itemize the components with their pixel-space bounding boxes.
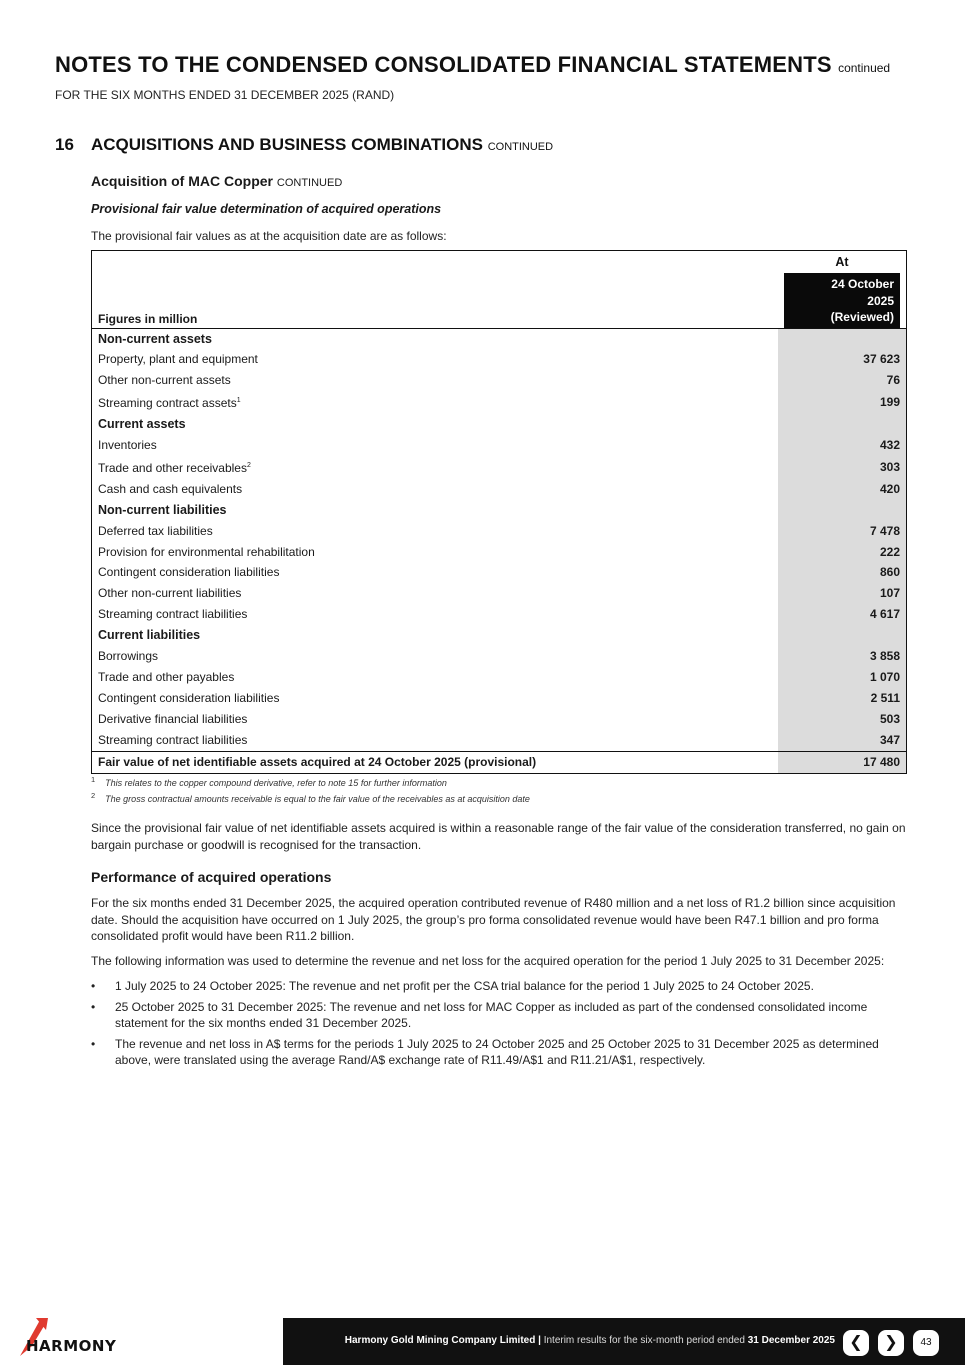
row-label-text: Non-current assets — [98, 331, 212, 346]
row-label-text: Inventories — [98, 438, 157, 453]
row-value: 420 — [778, 479, 907, 500]
list-item-text: The revenue and net loss in A$ terms for the periods 1 July 2025 to 24 October 2025 and 25 October 2025 to 31 December 2025 as determined above, were translated using the average Rand/A$ exchange rate of R11.49/A$1 and R11.21/A$1, respectively. — [115, 1036, 879, 1067]
footnotes — [91, 775, 530, 807]
paragraph-performance: For the six months ended 31 December 2025, the acquired operation contributed revenue of R480 million and a net loss of R1.2 billion since acquisition date. Should the acquisition have occurred on 1 July 2025, the group’s pro forma consolidated revenue would have been R47.1 billion and pro forma consolidated profit would have been R11.2 billion. — [91, 896, 896, 943]
footer-company: Harmony Gold Mining Company Limited — [344, 1335, 536, 1346]
footer-separator: | — [538, 1335, 541, 1346]
footer-period: 31 December 2025 — [747, 1335, 835, 1346]
row-label-text: Other non-current assets — [98, 373, 231, 388]
previous-page-button[interactable] — [843, 1330, 869, 1356]
row-label — [92, 625, 779, 646]
intro-text: The provisional fair values as at the acquisition date are as follows: — [91, 229, 447, 243]
row-value: 432 — [778, 435, 907, 456]
subheading — [91, 173, 342, 189]
row-label-text: Cash and cash equivalents — [98, 481, 243, 496]
row-value — [778, 328, 907, 349]
footnote-mark: 1 — [91, 775, 96, 784]
table-row — [92, 625, 907, 646]
table-header-label: Figures in million — [92, 251, 779, 329]
page-title-text: NOTES TO THE CONDENSED CONSOLIDATED FINANCIAL STATEMENTS — [55, 52, 832, 77]
table-row — [92, 414, 907, 435]
footnote-1 — [91, 775, 530, 788]
column-date-line3: (Reviewed) — [830, 310, 894, 324]
table-row — [92, 667, 907, 688]
bullet-icon: • — [91, 1036, 96, 1051]
row-label — [92, 730, 779, 751]
row-value: 222 — [778, 542, 907, 563]
subheading-text: Acquisition of MAC Copper — [91, 173, 273, 189]
row-value: 303 — [778, 456, 907, 479]
row-label — [92, 646, 779, 667]
logo-text: HARMONY — [26, 1337, 117, 1355]
row-value: 503 — [778, 709, 907, 730]
page-number: 43 — [913, 1330, 939, 1356]
page-subtitle: FOR THE SIX MONTHS ENDED 31 DECEMBER 2025 (RAND) — [55, 88, 395, 102]
row-label — [92, 391, 779, 414]
row-value: 199 — [778, 391, 907, 414]
row-value — [778, 625, 907, 646]
table-row — [92, 391, 907, 414]
table-row — [92, 370, 907, 391]
page-title-suffix: continued — [838, 61, 891, 75]
row-label-text: Contingent consideration liabilities — [98, 690, 280, 705]
row-label-text: Streaming contract liabilities — [98, 732, 248, 747]
table-row — [92, 479, 907, 500]
row-label-text: Current liabilities — [98, 628, 201, 643]
table-row — [92, 328, 907, 349]
section-suffix: CONTINUED — [487, 141, 554, 153]
table-row — [92, 435, 907, 456]
row-label — [92, 688, 779, 709]
list-item — [91, 999, 891, 1032]
row-label-text: Borrowings — [98, 649, 159, 664]
row-label — [92, 500, 779, 521]
table-header-column — [778, 251, 907, 329]
bullet-icon: • — [91, 999, 96, 1014]
table-header-row — [92, 251, 907, 329]
table-row — [92, 500, 907, 521]
table-row — [92, 349, 907, 370]
row-value — [778, 500, 907, 521]
table-total-row — [92, 751, 907, 773]
row-label-text: Trade and other receivables — [98, 460, 247, 475]
row-value: 4 617 — [778, 604, 907, 625]
row-label-text: Non-current liabilities — [98, 502, 227, 517]
list-item — [91, 978, 891, 995]
list-item-text: 1 July 2025 to 24 October 2025: The revenue and net profit per the CSA trial balance for the period 1 July 2025 to 24 October 2025. — [115, 979, 814, 993]
row-label-text: Current assets — [98, 417, 186, 432]
footer-text — [345, 1335, 835, 1346]
footnote-mark: 2 — [91, 791, 96, 800]
row-label-text: Contingent consideration liabilities — [98, 565, 280, 580]
row-label — [92, 583, 779, 604]
column-date-line2: 2025 — [867, 293, 894, 308]
table-row — [92, 604, 907, 625]
table-row — [92, 688, 907, 709]
row-label-text: Deferred tax liabilities — [98, 523, 213, 538]
page-title — [55, 52, 890, 78]
row-label — [92, 349, 779, 370]
row-value: 860 — [778, 562, 907, 583]
row-label-text: Streaming contract assets — [98, 396, 237, 411]
footnote-reference: 1 — [236, 397, 241, 405]
bullet-list — [91, 978, 891, 1073]
footer-bar — [283, 1318, 965, 1365]
row-label-text: Trade and other payables — [98, 670, 235, 684]
performance-heading: Performance of acquired operations — [91, 869, 332, 885]
row-value: 7 478 — [778, 521, 907, 542]
row-label-text: Property, plant and equipment — [98, 352, 258, 367]
table-row — [92, 730, 907, 751]
footnote-text: The gross contractual amounts receivable is equal to the fair value of the receivables as at acquisition date — [105, 794, 530, 804]
section-number: 16 — [55, 135, 74, 154]
row-label-text: Derivative financial liabilities — [98, 711, 248, 726]
row-label — [92, 370, 779, 391]
footnote-2 — [91, 791, 530, 804]
fair-value-table — [91, 250, 907, 774]
row-label-text: Streaming contract liabilities — [98, 607, 248, 622]
table-row — [92, 521, 907, 542]
row-value: 1 070 — [778, 667, 907, 688]
chevron-left-icon: ❮ — [849, 1334, 863, 1351]
row-label-text: Other non-current liabilities — [98, 586, 242, 601]
row-label — [92, 542, 779, 563]
table-row — [92, 562, 907, 583]
table-row — [92, 456, 907, 479]
list-item-text: 25 October 2025 to 31 December 2025: The revenue and net loss for MAC Copper as included as part of the condensed consolidated income statement for the six months ended 31 December 2025. — [115, 999, 868, 1030]
subheading-suffix: CONTINUED — [276, 177, 343, 189]
row-value: 107 — [778, 583, 907, 604]
column-at-label: At — [784, 251, 900, 273]
row-value: 347 — [778, 730, 907, 751]
row-label — [92, 435, 779, 456]
chevron-right-icon: ❯ — [884, 1334, 898, 1351]
table-row — [92, 583, 907, 604]
row-label — [92, 456, 779, 479]
list-item — [91, 1036, 891, 1069]
row-value: 37 623 — [778, 349, 907, 370]
row-value: 2 511 — [778, 688, 907, 709]
bullet-icon: • — [91, 979, 96, 993]
section-title: ACQUISITIONS AND BUSINESS COMBINATIONS — [91, 135, 483, 154]
row-value: 3 858 — [778, 646, 907, 667]
row-value: 76 — [778, 370, 907, 391]
column-date-label — [784, 273, 900, 328]
footnote-reference: 2 — [246, 461, 251, 469]
next-page-button[interactable] — [878, 1330, 904, 1356]
footer-description: Interim results for the six-month period ended — [543, 1335, 745, 1346]
row-label — [92, 521, 779, 542]
paragraph-goodwill: Since the provisional fair value of net identifiable assets acquired is within a reasonable range of the fair value of the consideration transferred, no gain on bargain purchase or goodwill is recognised for the transaction. — [91, 821, 906, 852]
table-row — [92, 646, 907, 667]
table-row — [92, 542, 907, 563]
column-date-line1: 24 October — [831, 277, 894, 291]
row-label — [92, 709, 779, 730]
row-label — [92, 479, 779, 500]
row-label — [92, 604, 779, 625]
italic-heading: Provisional fair value determination of acquired operations — [91, 202, 442, 216]
total-value: 17 480 — [778, 751, 907, 773]
row-label — [92, 414, 779, 435]
section-heading — [55, 135, 553, 155]
paragraph-information: The following information was used to determine the revenue and net loss for the acquired operation for the period 1 July 2025 to 31 December 2025: — [91, 954, 885, 968]
row-label — [92, 667, 779, 688]
row-label-text: Provision for environmental rehabilitation — [98, 544, 315, 559]
total-label: Fair value of net identifiable assets acquired at 24 October 2025 (provisional) — [92, 751, 779, 773]
footnote-text: This relates to the copper compound derivative, refer to note 15 for further information — [105, 778, 447, 788]
row-value — [778, 414, 907, 435]
row-label — [92, 562, 779, 583]
row-label — [92, 328, 779, 349]
table-row — [92, 709, 907, 730]
